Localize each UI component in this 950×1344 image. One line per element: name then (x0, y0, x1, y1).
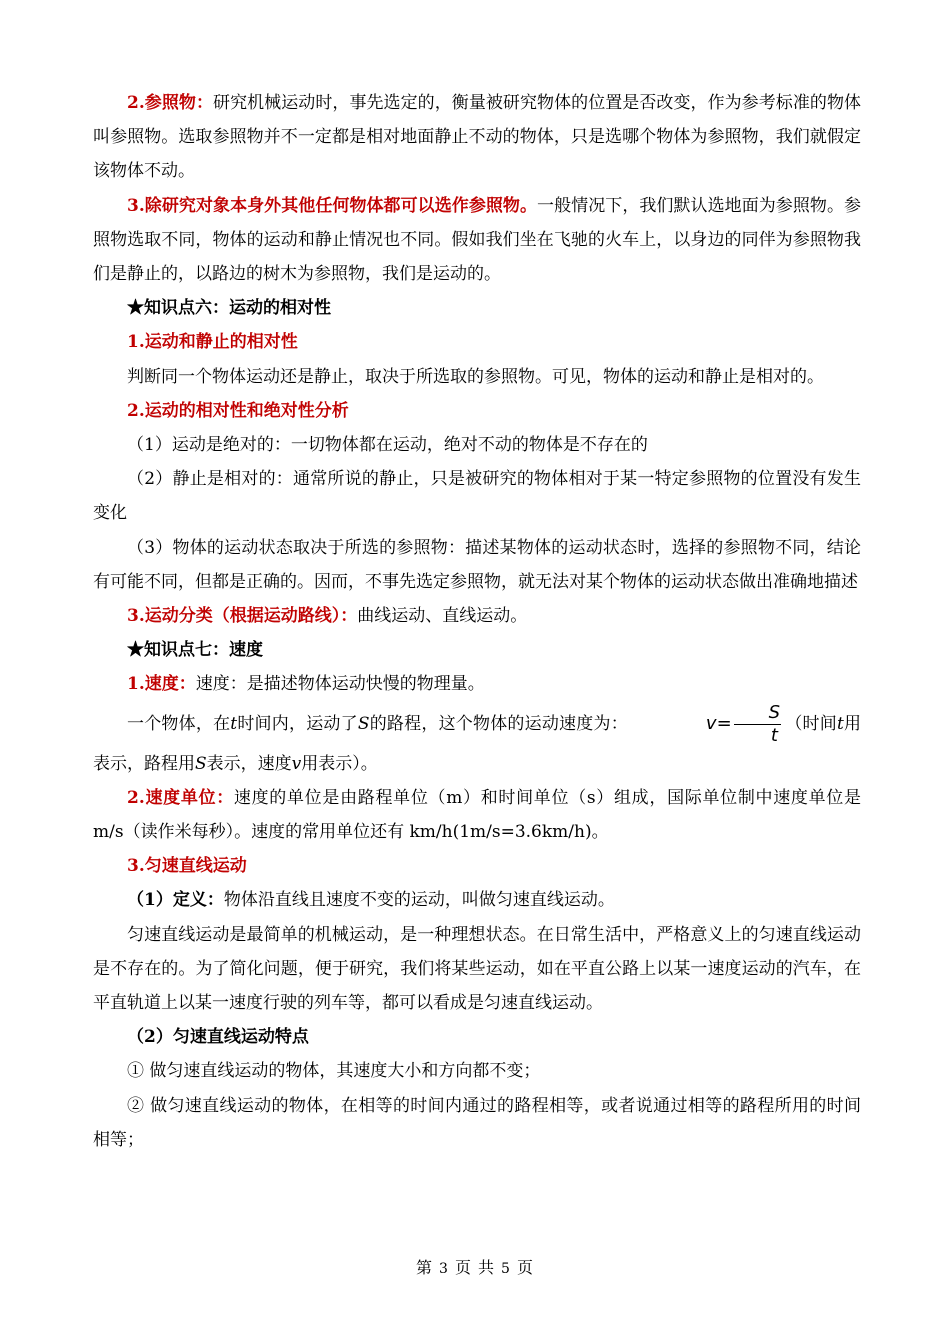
footer-post: 页 (516, 1258, 534, 1277)
symbol-s-2: S (195, 753, 207, 774)
heading-uniform-definition: （1）定义： (127, 890, 224, 911)
formula-text-g: 用表示）。 (301, 753, 378, 774)
symbol-t: t (230, 713, 238, 734)
heading-speed-unit: 2.速度单位： (127, 787, 234, 808)
formula-text-c: 的路程，这个物体的运动速度为： (369, 713, 628, 734)
formula-text-f: 表示，速度 (206, 753, 292, 774)
heading-reference-object: 2.参照物： (127, 93, 214, 113)
formula-numerator: S (734, 702, 781, 725)
heading-speed: 1.速度： (127, 674, 196, 695)
paragraph-uniform-definition (93, 883, 861, 917)
formula-text-b: 时间内，运动了 (237, 713, 358, 734)
text-speed-definition: 速度：是描述物体运动快慢的物理量。 (195, 674, 485, 695)
footer-pre: 第 (416, 1258, 434, 1277)
footer-page-number: 3 (439, 1261, 449, 1277)
text-any-object: 一般情况下，我们默认选地面为参照物。参照物选取不同，物体的运动和静止情况也不同。假如我们坐在飞驰的火车上，以身边的同伴为参照物我们是静止的，以路边的树木为参照物，我们是运动的。 (93, 195, 862, 285)
section-relativity-text: 判断同一个物体运动还是静止，取决于所选取的参照物。可见，物体的运动和静止是相对的。 (127, 366, 824, 387)
section-relativity-title: 1.运动和静止的相对性 (127, 332, 298, 353)
formula-fraction (734, 702, 781, 747)
paragraph-motion-classification (93, 599, 861, 633)
document-body (93, 86, 861, 1157)
symbol-s: S (357, 713, 370, 734)
footer-mid: 页 共 (454, 1258, 496, 1277)
section-analysis-title: 2.运动的相对性和绝对性分析 (127, 400, 349, 421)
feature-item-2: ② 做匀速直线运动的物体，在相等的时间内通过的路程相等，或者说通过相等的路程所用的时间相等； (93, 1095, 861, 1150)
paragraph-speed-unit (93, 781, 861, 849)
speed-formula (638, 702, 781, 747)
formula-text-d: （时间 (785, 713, 837, 734)
section-uniform-features-title: （2）匀速直线运动特点 (127, 1027, 309, 1048)
knowledge-point-seven-title: ★知识点七：速度 (127, 640, 263, 661)
feature-item-1: ① 做匀速直线运动的物体，其速度大小和方向都不变； (127, 1061, 541, 1082)
heading-motion-classification: 3.运动分类（根据运动路线）： (127, 606, 358, 627)
paragraph-any-object (93, 189, 861, 292)
symbol-t-2: t (836, 713, 844, 734)
footer-total-pages: 5 (501, 1261, 511, 1277)
formula-text-e: 用表示，路程用 (93, 713, 862, 774)
analysis-item-2: （2）静止是相对的：通常所说的静止，只是被研究的物体相对于某一特定参照物的位置没有发生变化 (93, 469, 861, 524)
knowledge-point-six-title: ★知识点六：运动的相对性 (127, 298, 331, 319)
formula-lhs (672, 707, 732, 741)
paragraph-uniform-explanation: 匀速直线运动是最简单的机械运动，是一种理想状态。在日常生活中，严格意义上的匀速直线运动是不存在的。为了简化问题，便于研究，我们将某些运动，如在平直公路上以某一速度运动的汽车，在平直轨道上以某一速度行驶的列车等，都可以看成是匀速直线运动。 (93, 924, 861, 1014)
analysis-item-3: （3）物体的运动状态取决于所选的参照物：描述某物体的运动状态时，选择的参照物不同，结论有可能不同，但都是正确的。因而，不事先选定参照物，就无法对某个物体的运动状态做出准确地描述 (93, 537, 861, 592)
text-uniform-definition: 物体沿直线且速度不变的运动，叫做匀速直线运动。 (223, 890, 615, 911)
text-motion-classification: 曲线运动、直线运动。 (357, 606, 528, 627)
formula-equals: = (716, 713, 732, 735)
formula-text-a: 一个物体，在 (127, 713, 231, 734)
section-uniform-motion-title: 3.匀速直线运动 (127, 856, 247, 877)
analysis-item-1: （1）运动是绝对的：一切物体都在运动，绝对不动的物体是不存在的 (127, 435, 648, 456)
paragraph-reference-object (93, 86, 861, 189)
paragraph-speed-formula (93, 702, 861, 781)
formula-denominator: t (770, 724, 778, 746)
formula-v: v (705, 713, 717, 735)
heading-any-object: 3.除研究对象本身外其他任何物体都可以选作参照物。 (127, 195, 538, 216)
text-speed-unit: 速度的单位是由路程单位（m）和时间单位（s）组成，国际单位制中速度单位是 m/s（读作米每秒）。速度的常用单位还有 km/h(1m/s=3.6km/h)。 (93, 787, 861, 843)
symbol-v: v (291, 753, 302, 774)
page-footer (0, 1255, 950, 1278)
paragraph-speed-definition (93, 667, 861, 701)
text-reference-object: 研究机械运动时，事先选定的，衡量被研究物体的位置是否改变，作为参考标准的物体叫参照物。选取参照物并不一定都是相对地面静止不动的物体，只是选哪个物体为参照物，我们就假定该物体不动。 (93, 93, 861, 182)
